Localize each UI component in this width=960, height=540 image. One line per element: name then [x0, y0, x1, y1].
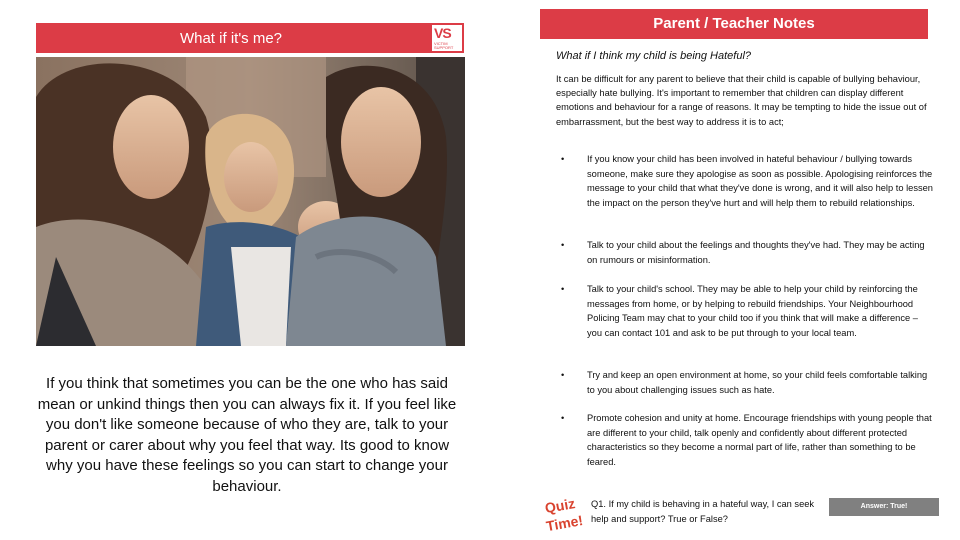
- quiz-logo-line1: Quiz: [543, 495, 577, 517]
- right-banner-title: Parent / Teacher Notes: [653, 15, 815, 32]
- right-banner: [540, 9, 928, 39]
- quiz-logo-line2: Time!: [544, 511, 585, 534]
- advice-text: Promote cohesion and unity at home. Encourage friendships with young people that are different to your child, talk openly and confidently about different protected characteristics so they become a normal part of life, rather than something to be feared.: [587, 413, 932, 467]
- bullying-photo: [36, 57, 465, 346]
- bullet-marker: •: [561, 284, 565, 294]
- advice-text: Talk to your child about the feelings and thoughts they've had. They may be acting on rumours or misinformation.: [587, 240, 925, 265]
- answer-box[interactable]: Answer: True!: [829, 498, 939, 516]
- quiz-time-logo: [540, 490, 588, 534]
- left-banner: [36, 23, 464, 53]
- notes-subtitle: What if I think my child is being Hateful?: [556, 50, 752, 62]
- photo-illustration: [36, 57, 465, 346]
- victim-support-logo: [430, 23, 464, 53]
- left-banner-title: What if it's me?: [179, 30, 283, 47]
- bullet-marker: •: [561, 154, 565, 164]
- logo-letters: VS: [434, 25, 451, 41]
- advice-text: If you know your child has been involved in hateful behaviour / bullying towards someone, make sure they apologise as soon as possible. Apologising reinforces the message to your child that what they've done is wrong, and it will also help to lessen the impact on the person they've hurt and will help them to rebuild relationships.: [587, 154, 933, 208]
- student-message: If you think that sometimes you can be the one who has said mean or unkind things then you can always fix it. If you feel like you don't like someone because of who they are, talk to your parent or carer about why you feel that way. Its good to know why you have these feelings so you can start to change your behaviour.: [37, 375, 457, 495]
- bullet-marker: •: [561, 413, 565, 423]
- bullet-marker: •: [561, 370, 565, 380]
- logo-subtitle: VICTIM SUPPORT: [434, 41, 454, 50]
- advice-text: Talk to your child's school. They may be able to help your child by reinforcing the messages from home, or by helping to rebuild friendships. Your Neighbourhood Policing Team may chat to your child too if you think that will make a difference – you can contact 101 and ask to be put through to your local team.: [587, 284, 918, 338]
- notes-intro: It can be difficult for any parent to believe that their child is capable of bullying behaviour, especially hate bullying. It's important to remember that children can display different emotions and behaviour for a range of reasons. It may be tempting to hide the issue out of embarrassment, but the best way to address it is to act;: [556, 74, 927, 127]
- bullet-marker: •: [561, 240, 565, 250]
- quiz-question: Q1. If my child is behaving in a hateful way, I can seek help and support? True or False?: [591, 499, 815, 524]
- advice-text: Try and keep an open environment at home, so your child feels comfortable talking to you about challenging issues such as hate.: [587, 370, 928, 395]
